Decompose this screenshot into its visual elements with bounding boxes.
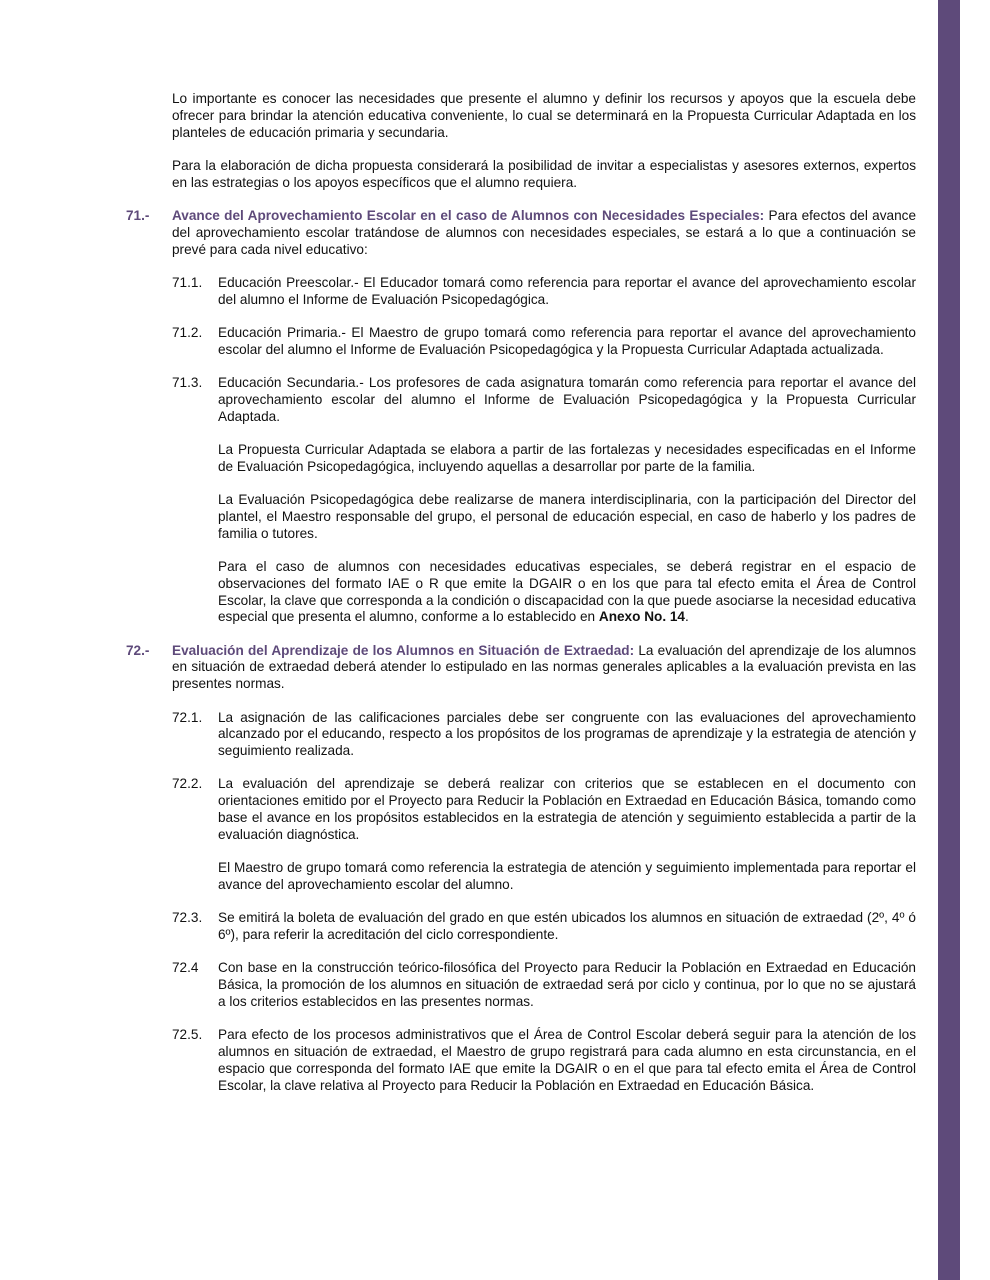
- intro-paragraph-1: Lo importante es conocer las necesidades que presente el alumno y definir los recursos y apoyos que la escuela debe ofrecer para brindar la atención educativa conveniente, lo cual se determinará en la Propuesta Curricular Adaptada en los planteles de educación primaria y secundaria.: [172, 91, 916, 140]
- item-number: 72.5.: [172, 1027, 203, 1043]
- item-text: Se emitirá la boleta de evaluación del grado en que estén ubicados los alumnos en situación de extraedad (2º, 4º ó 6º), para referir la acreditación del ciclo correspondiente.: [218, 910, 916, 942]
- section-number: 71.-: [126, 207, 150, 223]
- section-heading: Evaluación del Aprendizaje de los Alumnos en Situación de Extraedad:: [172, 642, 635, 658]
- section-number: 72.-: [126, 642, 150, 658]
- paragraph-71-b: La Evaluación Psicopedagógica debe realizarse de manera interdisciplinaria, con la participación del Director del plantel, el Maestro responsable del grupo, el personal de educación especial, en caso de haberlo y los padres de familia o tutores.: [218, 492, 916, 541]
- section-71: [126, 208, 916, 258]
- item-text: La evaluación del aprendizaje se deberá realizar con criterios que se establecen en el documento con orientaciones emitido por el Proyecto para Reducir la Población en Extraedad en Educación Básica, tomando como base el avance en los propósitos establecidos en la estrategia de atención y seguimiento establecida a partir de la evaluación diagnóstica.: [218, 776, 916, 842]
- item-72-5: [172, 1027, 916, 1094]
- item-number: 72.4: [172, 960, 199, 976]
- section-72: [126, 643, 916, 693]
- item-72-4: [172, 960, 916, 1010]
- item-number: 71.3.: [172, 375, 203, 391]
- section-intro: La evaluación del aprendizaje de los alumnos en situación de extraedad deberá atender lo estipulado en las normas generales aplicables a la evaluación prevista en las presentes normas.: [172, 642, 917, 692]
- item-71-3: [172, 375, 916, 425]
- item-number: 72.3.: [172, 910, 203, 926]
- section-text: [172, 208, 916, 258]
- item-71-1: [172, 275, 916, 309]
- paragraph-72-2-extra: El Maestro de grupo tomará como referencia la estrategia de atención y seguimiento implementada para reportar el avance del aprovechamiento escolar del alumno.: [218, 860, 916, 892]
- item-number: 72.2.: [172, 776, 203, 792]
- item-text: Educación Primaria.- El Maestro de grupo tomará como referencia para reportar el avance del aprovechamiento escolar del alumno el Informe de Evaluación Psicopedagógica y la Propuesta Curricular Adaptada actualizada.: [218, 324, 916, 357]
- item-71-2: [172, 325, 916, 359]
- section-text: [172, 643, 916, 693]
- item-72-2: [172, 776, 916, 843]
- paragraph-end: .: [685, 609, 689, 625]
- page-side-bar: [938, 0, 960, 1280]
- section-intro: Para efectos del avance del aprovechamiento escolar tratándose de alumnos con necesidades especiales, se estará a lo que a continuación se prevé para cada nivel educativo:: [172, 207, 917, 257]
- intro-paragraph-2: Para la elaboración de dicha propuesta considerará la posibilidad de invitar a especialistas y asesores externos, expertos en las estrategias o los apoyos específicos que el alumno requiera.: [172, 157, 916, 190]
- section-heading: Avance del Aprovechamiento Escolar en el caso de Alumnos con Necesidades Especiales:: [172, 207, 765, 223]
- item-text: Con base en la construcción teórico-filosófica del Proyecto para Reducir la Población en Extraedad en Educación Básica, la promoción de los alumnos en situación de extraedad será por ciclo y continua, por lo que no se ajustará a los criterios establecidos en las presentes normas.: [218, 960, 916, 1009]
- paragraph-text: Para el caso de alumnos con necesidades educativas especiales, se deberá registrar en el espacio de observaciones del formato IAE o R que emite la DGAIR o en los que para tal efecto emita el Área de Control Escolar, la clave que corresponda a la condición o discapacidad con la que puede asociarse la necesidad educativa especial que presenta el alumno, conforme a lo establecido en: [218, 558, 916, 625]
- item-text: La asignación de las calificaciones parciales debe ser congruente con las evaluaciones del aprovechamiento alcanzado por el educando, respecto a los propósitos de los programas de aprendizaje y la estrategia de atención y seguimiento realizada.: [218, 709, 916, 759]
- paragraph-71-c: [218, 559, 916, 626]
- item-number: 71.1.: [172, 274, 203, 290]
- item-number: 71.2.: [172, 324, 203, 340]
- paragraph-71-a: La Propuesta Curricular Adaptada se elabora a partir de las fortalezas y necesidades especificadas en el Informe de Evaluación Psicopedagógica, incluyendo aquellas a desarrollar por parte de la familia.: [218, 441, 916, 474]
- item-72-1: [172, 710, 916, 760]
- document-body: [126, 91, 916, 1111]
- item-number: 72.1.: [172, 709, 203, 725]
- item-72-3: [172, 910, 916, 944]
- item-text: Educación Secundaria.- Los profesores de cada asignatura tomarán como referencia para reportar el avance del aprovechamiento escolar del alumno el Informe de Evaluación Psicopedagógica y la Propuesta Curricular Adaptada.: [218, 375, 916, 424]
- annex-reference: Anexo No. 14: [598, 609, 685, 625]
- item-text: Para efecto de los procesos administrativos que el Área de Control Escolar deberá seguir para la atención de los alumnos en situación de extraedad, el Maestro de grupo registrará para cada alumno en esta circunstancia, en el espacio que corresponda del formato IAE que emite la DGAIR o en el que para tal efecto emita el Área de Control Escolar, la clave relativa al Proyecto para Reducir la Población en Extraedad en Educación Básica.: [218, 1027, 916, 1093]
- item-text: Educación Preescolar.- El Educador tomará como referencia para reportar el avance del aprovechamiento escolar del alumno el Informe de Evaluación Psicopedagógica.: [218, 274, 916, 307]
